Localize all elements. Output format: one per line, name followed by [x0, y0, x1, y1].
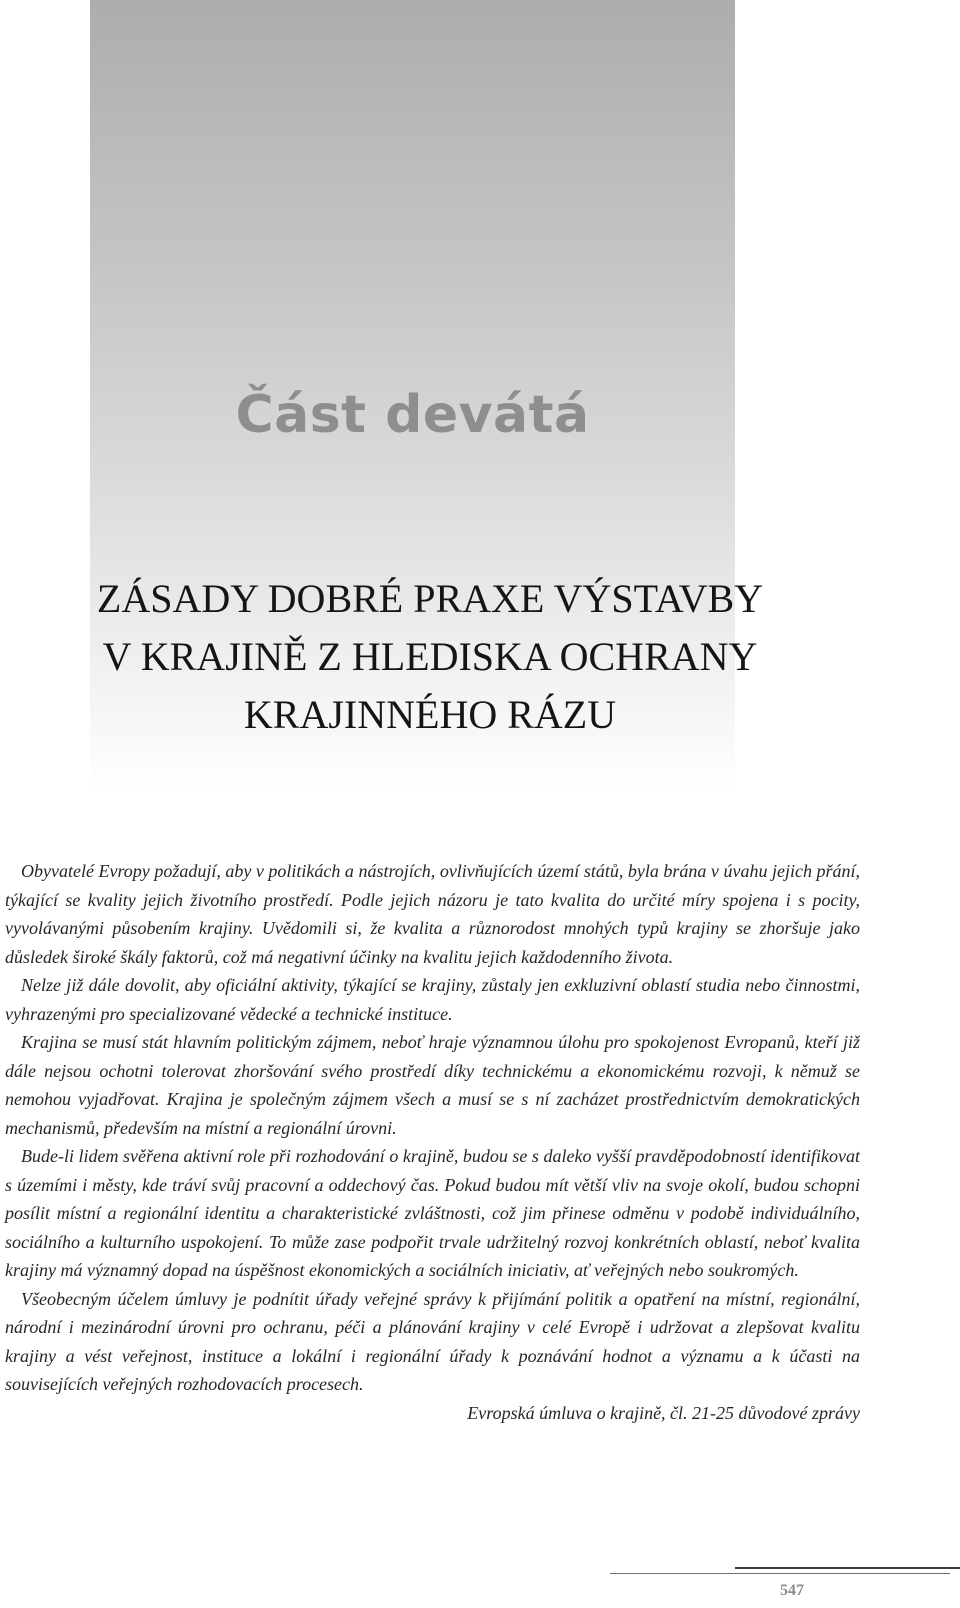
part-label: Část devátá: [235, 385, 590, 445]
footer-rule: [610, 1573, 950, 1574]
source-citation: Evropská úmluva o krajině, čl. 21-25 důvodové zprávy: [467, 1402, 860, 1423]
paragraph: Bude-li lidem svěřena aktivní role při rozhodování o krajině, budou se s daleko vyšší pravděpodobností identifikovat s územími i městy, kde tráví svůj pracovní a oddechový čas. Pokud budou mít větší vliv na svoje okolí, budou schopni posílit místní a regionální identitu a charakteristické zvláštnosti, což jim přinese odměnu v podobě individuálního, sociálního a kulturního uspokojení. To může zase podpořit trvale udržitelný rozvoj konkrétních oblastí, neboť kvalita krajiny má významný dopad na úspěšnost ekonomických a sociálních iniciativ, ať veřejných nebo soukromých.: [5, 1146, 860, 1280]
footer-rule-accent: [735, 1567, 960, 1569]
paragraph: Obyvatelé Evropy požadují, aby v politikách a nástrojích, ovlivňujících území států, byla brána v úvahu jejich přání, týkající se kvality jejich životního prostředí. Podle jejich názoru je tato kvalita do určité míry spojena i s pocity, vyvolávanými působením krajiny. Uvědomili si, že kvalita a různorodost mnohých typů krajiny se zhoršuje jako důsledek široké škály faktorů, což má negativní účinky na kvalitu jejich každodenního života.: [5, 861, 860, 967]
paragraph: Všeobecným účelem úmluvy je podnítit úřady veřejné správy k přijímání politik a opatření na místní, regionální, národní i mezinárodní úrovni pro ochranu, péči a plánování krajiny v celé Evropě i udržovat a zlepšovat kvalitu krajiny a vést veřejnost, instituce a lokální i regionální úřady k poznávání hodnot a významu a k účasti na souvisejících veřejných rozhodovacích procesech.: [5, 1288, 860, 1394]
paragraph: Nelze již dále dovolit, aby oficiální aktivity, týkající se krajiny, zůstaly jen exkluzivní oblastí studia nebo činnostmi, vyhrazenými pro specializované vědecké a technické instituce.: [5, 975, 860, 1024]
paragraph: Krajina se musí stát hlavním politickým zájmem, neboť hraje významnou úlohu pro spokojenost Evropanů, kteří již dále nejsou ochotni tolerovat zhoršování svého prostředí díky technickému a ekonomickému rozvoji, k němuž se nemohou vyjadřovat. Krajina je společným zájmem všech a musí se s ní zacházet prostřednictvím demokratických mechanismů, především na místní a regionální úrovni.: [5, 1032, 860, 1138]
chapter-title-line: ZÁSADY DOBRÉ PRAXE VÝSTAVBY: [96, 576, 764, 621]
page-number: 547: [780, 1582, 804, 1599]
chapter-title: [0, 570, 860, 744]
chapter-title-line: V KRAJINĚ Z HLEDISKA OCHRANY: [102, 634, 758, 679]
intro-text: [5, 857, 860, 1427]
chapter-title-line: KRAJINNÉHO RÁZU: [243, 692, 617, 737]
